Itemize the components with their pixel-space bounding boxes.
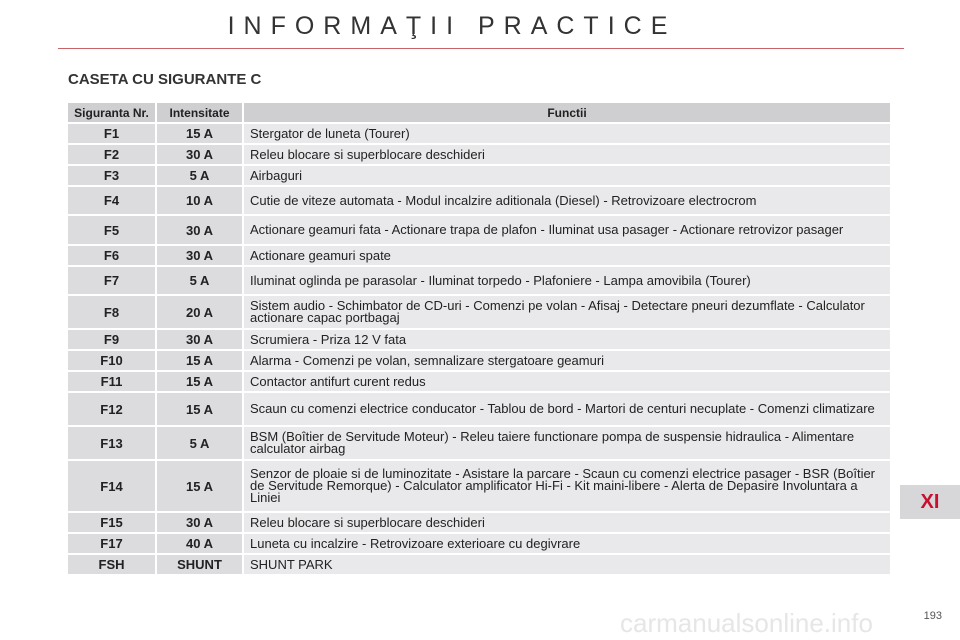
watermark: carmanualsonline.info	[620, 608, 873, 638]
amperage-cell: 10 A	[156, 186, 243, 215]
amperage-cell: 30 A	[156, 245, 243, 266]
page-title: INFORMAŢII PRACTICE	[227, 12, 677, 40]
table-row	[67, 350, 891, 371]
functions-cell: Actionare geamuri fata - Actionare trapa de plafon - Iluminat usa pasager - Actionare retrovizor pasager	[243, 215, 891, 245]
fuse-number-cell: F5	[67, 215, 156, 245]
functions-cell: Contactor antifurt curent redus	[243, 371, 891, 392]
table-row	[67, 426, 891, 460]
functions-cell: Scrumiera - Priza 12 V fata	[243, 329, 891, 350]
fuse-number-cell: F17	[67, 533, 156, 554]
page-number: 193	[923, 610, 942, 622]
fuse-number-cell: F13	[67, 426, 156, 460]
amperage-cell: 15 A	[156, 350, 243, 371]
fuse-number-cell: F9	[67, 329, 156, 350]
functions-cell: Releu blocare si superblocare deschideri	[243, 144, 891, 165]
fuse-number-cell: F11	[67, 371, 156, 392]
amperage-cell: 5 A	[156, 426, 243, 460]
table-row	[67, 533, 891, 554]
table-row	[67, 512, 891, 533]
table-row	[67, 123, 891, 144]
amperage-cell: 30 A	[156, 329, 243, 350]
header-functions: Functii	[243, 102, 891, 123]
table-row	[67, 165, 891, 186]
chapter-tab[interactable]	[900, 485, 960, 519]
functions-cell: BSM (Boîtier de Servitude Moteur) - Releu taiere functionare pompa de suspensie hidraulica - Alimentare calculator airbag	[243, 426, 891, 460]
header-amperage: Intensitate	[156, 102, 243, 123]
amperage-cell: 5 A	[156, 165, 243, 186]
table-row	[67, 371, 891, 392]
fuse-number-cell: F12	[67, 392, 156, 426]
amperage-cell: 20 A	[156, 295, 243, 329]
functions-cell: Sistem audio - Schimbator de CD-uri - Comenzi pe volan - Afisaj - Detectare pneuri dezumflate - Calculator actionare capac portbagaj	[243, 295, 891, 329]
section-title: CASETA CU SIGURANTE C	[68, 71, 262, 88]
amperage-cell: 30 A	[156, 215, 243, 245]
table-row	[67, 554, 891, 575]
functions-cell: Luneta cu incalzire - Retrovizoare exterioare cu degivrare	[243, 533, 891, 554]
functions-cell: Stergator de luneta (Tourer)	[243, 123, 891, 144]
amperage-cell: 15 A	[156, 123, 243, 144]
table-row	[67, 329, 891, 350]
functions-cell: Cutie de viteze automata - Modul incalzire aditionala (Diesel) - Retrovizoare electrocrom	[243, 186, 891, 215]
fuse-number-cell: F15	[67, 512, 156, 533]
fuse-number-cell: F3	[67, 165, 156, 186]
functions-cell: Airbaguri	[243, 165, 891, 186]
amperage-cell: 40 A	[156, 533, 243, 554]
functions-cell: Actionare geamuri spate	[243, 245, 891, 266]
functions-cell: Senzor de ploaie si de luminozitate - Asistare la parcare - Scaun cu comenzi electrice pasager - BSR (Boîtier de Servitude Remorque) - Calculator amplificator Hi-Fi - Kit maini-libere - Alerta de Depasire Involuntara a Liniei	[243, 460, 891, 512]
amperage-cell: 5 A	[156, 266, 243, 295]
chapter-tab-label: XI	[920, 490, 940, 513]
functions-cell: Scaun cu comenzi electrice conducator - Tablou de bord - Martori de centuri necuplate - Comenzi climatizare	[243, 392, 891, 426]
table-row	[67, 245, 891, 266]
table-header-row	[67, 102, 891, 123]
fuse-table	[66, 101, 892, 576]
table-row	[67, 460, 891, 512]
fuse-number-cell: F2	[67, 144, 156, 165]
amperage-cell: 15 A	[156, 392, 243, 426]
fuse-number-cell: F6	[67, 245, 156, 266]
table-row	[67, 266, 891, 295]
amperage-cell: 30 A	[156, 144, 243, 165]
table-row	[67, 144, 891, 165]
amperage-cell: SHUNT	[156, 554, 243, 575]
amperage-cell: 15 A	[156, 460, 243, 512]
fuse-number-cell: FSH	[67, 554, 156, 575]
functions-cell: Alarma - Comenzi pe volan, semnalizare stergatoare geamuri	[243, 350, 891, 371]
table-row	[67, 215, 891, 245]
table-row	[67, 186, 891, 215]
table-row	[67, 295, 891, 329]
functions-cell: SHUNT PARK	[243, 554, 891, 575]
amperage-cell: 15 A	[156, 371, 243, 392]
title-divider	[58, 48, 904, 49]
fuse-table-body	[67, 123, 891, 575]
fuse-number-cell: F4	[67, 186, 156, 215]
fuse-number-cell: F8	[67, 295, 156, 329]
functions-cell: Releu blocare si superblocare deschideri	[243, 512, 891, 533]
fuse-number-cell: F14	[67, 460, 156, 512]
functions-cell: Iluminat oglinda pe parasolar - Iluminat torpedo - Plafoniere - Lampa amovibila (Tourer)	[243, 266, 891, 295]
header-fuse-number: Siguranta Nr.	[67, 102, 156, 123]
fuse-number-cell: F10	[67, 350, 156, 371]
fuse-number-cell: F1	[67, 123, 156, 144]
table-row	[67, 392, 891, 426]
amperage-cell: 30 A	[156, 512, 243, 533]
fuse-number-cell: F7	[67, 266, 156, 295]
